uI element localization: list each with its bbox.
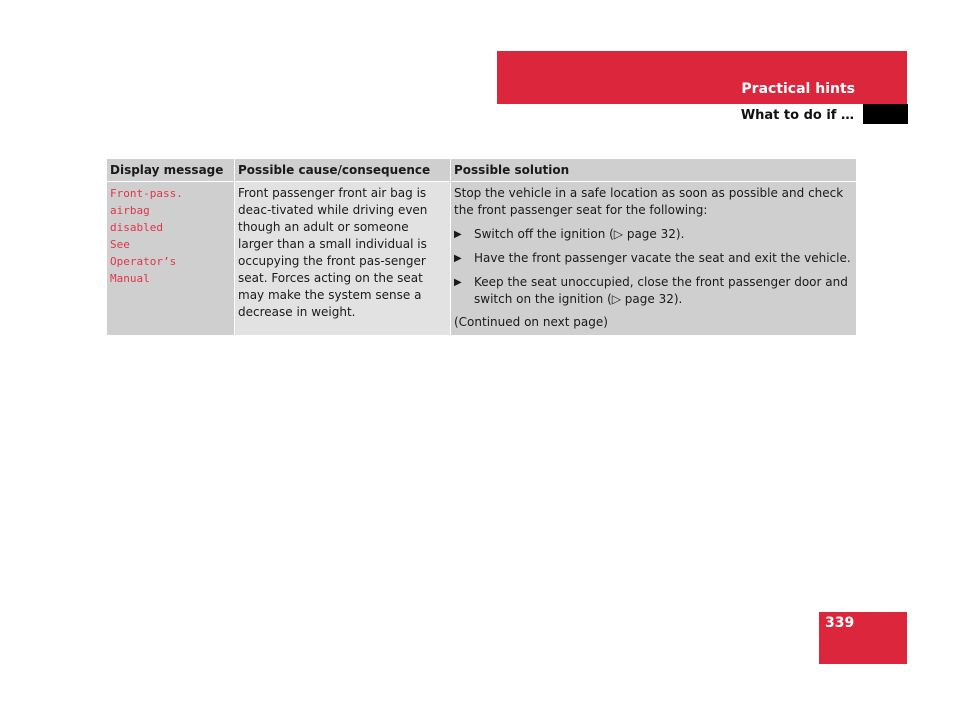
solution-cell <box>451 182 857 336</box>
bullet-arrow-icon: ▶ <box>454 277 462 288</box>
solution-step <box>454 226 853 243</box>
solution-step-text: Switch off the ignition (▷ page 32). <box>474 227 685 241</box>
cause-cell <box>235 182 451 336</box>
table-row <box>107 182 856 336</box>
column-header-display-message: Display message <box>107 159 235 182</box>
solution-step <box>454 250 853 267</box>
chapter-tab <box>863 104 908 124</box>
solution-step-text: Have the front passenger vacate the seat and exit the vehicle. <box>474 251 851 265</box>
solution-intro: Stop the vehicle in a safe location as soon as possible and check the front passenger seat for the following: <box>454 186 844 217</box>
page-number: 339 <box>825 615 855 631</box>
section-title: Practical hints <box>741 81 855 97</box>
cause-text: Front passenger front air bag is deac-tivated while driving even though an adult or someone larger than a small individual is occupying the front pas-senger seat. Forces acting on the seat may make the system sense a decrease in weight. <box>238 186 428 319</box>
solution-step <box>454 274 853 308</box>
bullet-arrow-icon: ▶ <box>454 253 462 264</box>
table-header-row <box>107 159 856 182</box>
solution-step-text: Keep the seat unoccupied, close the front passenger door and switch on the ignition (▷ page 32). <box>474 275 848 306</box>
continued-note: (Continued on next page) <box>454 315 608 329</box>
subsection-title: What to do if … <box>740 108 854 123</box>
bullet-arrow-icon: ▶ <box>454 229 462 240</box>
display-message-text: Front-pass. airbag disabled See Operator’s Manual <box>110 187 183 285</box>
column-header-solution: Possible solution <box>451 159 857 182</box>
display-message-table <box>107 159 856 335</box>
column-header-cause: Possible cause/consequence <box>235 159 451 182</box>
display-message-cell <box>107 182 235 336</box>
